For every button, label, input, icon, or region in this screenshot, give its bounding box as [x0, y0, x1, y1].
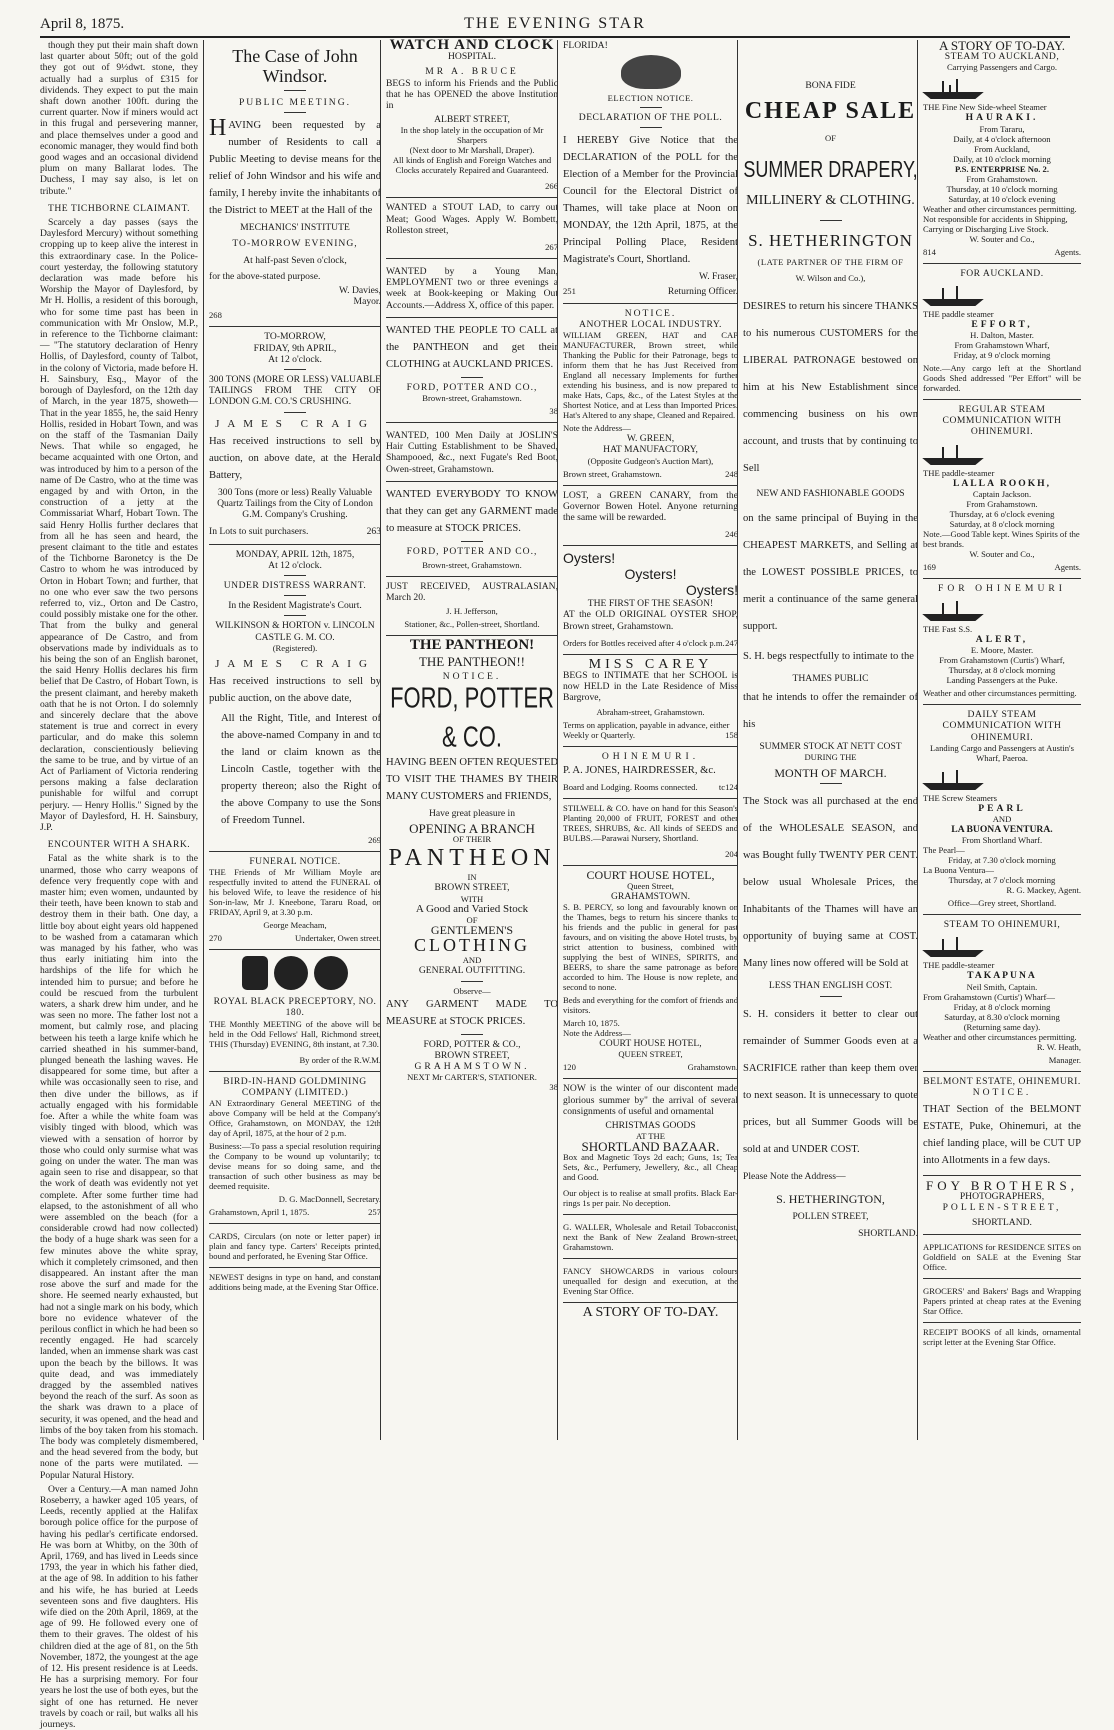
carrying-passengers: Carrying Passengers and Cargo. — [946, 62, 1058, 73]
ford-potter-3: FORD, POTTER & CO., — [423, 1038, 521, 1050]
hauraki: HAURAKI. — [965, 112, 1039, 124]
paddle-1: THE paddle steamer — [923, 308, 994, 319]
miss-carey-address: Abraham-street, Grahamstown. — [596, 706, 705, 717]
xmas-at-the: AT THE — [635, 1131, 666, 1142]
returning: (Returning same day). — [963, 1021, 1041, 1032]
oysters-season: THE FIRST OF THE SEASON! — [587, 598, 714, 610]
funeral-undertaker: George Meacham, — [263, 920, 327, 931]
saturday-10: Saturday, at 10 o'clock evening — [948, 193, 1056, 204]
jones-hairdresser: P. A. JONES, HAIRDRESSER, &c. — [563, 764, 716, 776]
windsor-title: The Case of John Windsor. — [232, 46, 358, 86]
neil-smith: Neil Smith, Captain. — [966, 981, 1038, 992]
joslin-ad: WANTED, 100 Men Daily at JOSLIN'S Hair Cutting Establishment to be Shaved, Shampooed, &c., next Fugate's Red Boot, Owen-street, Grahamstown. — [386, 427, 558, 482]
ford-potter-1-address: Brown-street, Grahamstown. — [422, 393, 522, 404]
court-house-heading: COURT HOUSE HOTEL, — [586, 867, 715, 882]
ford-potter-2-address: Brown-street, Grahamstown. — [386, 557, 558, 577]
bruce-name: MR A. BRUCE — [425, 66, 519, 78]
shortland: SHORTLAND. — [858, 1228, 918, 1240]
watches-text: All kinds of English and Foreign Watches and Clocks accurately Repaired and Guaranteed. — [392, 155, 552, 176]
preceptory-order: By order of the R.W.M. — [209, 1052, 381, 1072]
mining-report-text: though they put their main shaft down last quarter about 50ft; out of the gold they got out of 9½dwt. stone, they actually had a surplus of £315 for dividends. They expect to put the main shaft down another 100ft. during the current quarter. Now if miners would act in this frugal and persevering manner, and place themselves under a good and economic manager, they would find both good wages and an occasional dividend plum on many Ballarat lodes. The Duchess, I may say also, is let on tribute." — [40, 40, 198, 197]
meeting-purpose: for the above-stated purpose. — [209, 270, 321, 282]
from-curtis: From Grahamstown (Curtis') Wharf, — [939, 655, 1065, 666]
friday-730: Friday, at 7.30 o'clock morning — [948, 855, 1056, 866]
auction2-detail: All the Right, Title, and Interest of the above-named Company in and to the land or claim known as the Lincoln Castle, together with the property thereon; also the Right of the above Company to use the Sons of Freedom Tunnel. — [221, 713, 381, 827]
auction2-body: Has received instructions to sell by public auction, on the above date, — [209, 676, 381, 705]
waller-ad: G. WALLER, Wholesale and Retail Tobacconist, next the Bank of New Zealand Brown-street, Grahamstown. — [563, 1219, 738, 1259]
auction1-lots: In Lots to suit purchasers. 263 — [209, 523, 381, 544]
steamship-icon — [923, 597, 983, 621]
preceptory-emblems — [209, 956, 381, 990]
from-shortland: From Shortland Wharf. — [961, 835, 1043, 846]
oysters-3: Oysters! — [685, 582, 738, 599]
jones-board: Board and Lodging. Rooms connected. tc124 — [563, 779, 738, 799]
pantheon-and: AND — [462, 955, 482, 966]
tichborne-article: Scarcely a day passes (says the Daylesford Mercury) without something cropping up to keep alive the interest in this extraordinary case. In the Police-court yesterday, the following statutory declaration was made before his Worship the Mayor of Daylesford, by Mr H. Hollis, a resident of this borough, who for some time past has been in communication with Mr Onslow, M.P., in reference to the Tichborne claimant: — "The statutory declaration of Henry Hollis, of Daylesford, county of Talbot, in the colony of Victoria, made before H. H. Sainsbury, Esq., Mayor of the borough of Daylesford, on the 12th day of March, in the year 1875, showeth—That in the year 1855, he, the said Henry Hollis, resided in Hobart Town, and was on the staff of the Tasmanian Daily News. That while so engaged, he became acquainted with one Orton, and was introduced by him to a person of the name of De Castro, who at the time was engaged by and with Orton, in the construction of a jetty at the Commissariat Wharf, Hobart Town. The said Henry Hollis further declares that from all he has seen and heard, the present claimant to the title and estates of the Tichborne Baronetcy is the De Castro to whom he was introduced by Orton in Hobart Town; and further, that no one who ever saw the two persons referred to, viz., Orton and De Castro, could possibly mistake one for the other. That from the bulky and general appearance of De Castro, and from observations made by individuals as to his being the son of an English baronet, the said Henry Hollis declares his firm belief that De Castro, of Hobart Town, is the present claimant, and hereby maketh oath that he is not Orton. I do solemnly and sincerely declare that the above statement is true and correct in every particular, and do make this solemn declaration, conscientiously believing the same to be true, and by virtue of an Act of Parliament of Victoria rendering persons making a false declaration punishable for wilful and corrupt perjury. — Henry Hollis." Signed by the Mayor of Daylesford, H. H. Sainsbury, J.P. — [40, 217, 198, 834]
just-received: JUST RECEIVED, AUSTRALASIAN, March 20. — [386, 581, 558, 604]
steamship-icon — [923, 282, 983, 306]
jefferson-address: Stationer, &c., Pollen-street, Shortland. — [386, 616, 558, 636]
pantheon-clothing: CLOTHING — [414, 935, 530, 956]
screw-steamers: THE Screw Steamers — [923, 792, 997, 803]
miss-carey-terms: Terms on application, payable in advance, either Weekly or Quarterly. 158 — [563, 717, 738, 747]
green-opposite: (Opposite Gudgeon's Auction Mart), — [587, 455, 714, 466]
canary-ad: LOST, a GREEN CANARY, from the Governor Bowen Hotel. Anyone returning the same will be rewarded. — [563, 489, 738, 524]
bazaar-boxes: Box and Magnetic Toys 2d each; Guns, 1s; Tea Sets, &c., Perfumery, Jewellery, &c., all Cheap and Good. — [563, 1152, 738, 1183]
paddle-2: THE paddle-steamer — [923, 467, 995, 478]
dalton: H. Dalton, Master. — [970, 330, 1034, 341]
ford-potter-big: FORD, POTTER & CO. — [390, 681, 554, 754]
newest-ad: NEWEST designs in type on hand, and constant additions being made, at the Evening Star Office. — [209, 1272, 381, 1293]
tichborne-heading: THE TICHBORNE CLAIMANT. — [48, 202, 190, 214]
florida-heading: FLORIDA! — [563, 40, 608, 51]
heath: R. W. Heath, — [1036, 1041, 1081, 1052]
principle-body: on the same principal of Buying in the CHEAPEST MARKETS, and Selling at the LOWEST POSSIBLE PRICES, to merit a continuance of the same general support. — [743, 512, 918, 632]
takapuna: TAKAPUNA — [967, 970, 1037, 982]
court-house-queen: Queen Street, — [627, 881, 674, 892]
auction2-time: At 12 o'clock. — [268, 559, 322, 571]
auction1-date: FRIDAY, 9th APRIL, — [253, 342, 337, 354]
meeting-when: TO-MORROW EVENING, — [232, 238, 358, 250]
election-notice: ELECTION NOTICE. — [607, 93, 694, 104]
for-auckland: FOR AUCKLAND. — [960, 267, 1044, 279]
auction1-detail: 300 Tons (more or less) Really Valuable Quartz Tailings from the City of London G.M. Company's Crushing. — [217, 486, 373, 521]
pearl-and: AND — [992, 814, 1012, 825]
pollen-street: POLLEN STREET, — [792, 1211, 869, 1223]
skull-emblem-icon — [274, 956, 308, 990]
miss-carey-body: BEGS to INTIMATE that her SCHOOL is now HELD in the Late Residence of Miss Bargrove, — [563, 670, 738, 704]
albert-street: ALBERT STREET, — [434, 114, 510, 126]
la-buona-ventura: LA BUONA VENTURA. — [951, 824, 1053, 836]
column-4 — [557, 40, 738, 1440]
industry-notice: NOTICE. — [624, 307, 677, 319]
pantheon-of: OF — [466, 914, 478, 925]
from-curtis-2: From Grahamstown (Curtis') Wharf— — [923, 991, 1055, 1002]
funeral-heading: FUNERAL NOTICE. — [249, 856, 341, 868]
effort: EFFORT, — [971, 318, 1033, 330]
mackey: R. G. Mackey, Agent. — [1006, 885, 1081, 896]
bona-fide: BONA FIDE — [805, 80, 856, 91]
green-name: W. GREEN, — [626, 433, 675, 445]
ford-potter-2: FORD, POTTER AND CO., — [406, 545, 538, 557]
jackson: Captain Jackson. — [972, 488, 1032, 499]
auction1-time: At 12 o'clock. — [268, 353, 322, 365]
canary-ref: 246 — [563, 526, 738, 546]
millinery-clothing: MILLINERY & CLOTHING. — [746, 193, 915, 209]
column-5 — [737, 40, 918, 1440]
court-beds: Beds and everything for the comfort of friends and visitors. — [563, 995, 738, 1016]
auctioneer-craig-2: JAMES CRAIG — [215, 657, 375, 670]
bird-in-hand-secretary: D. G. MacDonnell, Secretary. — [278, 1194, 381, 1205]
grocers-ad: GROCERS' and Bakers' Bags and Wrapping Papers printed at cheap rates at the Evening Star Office. — [923, 1283, 1081, 1323]
souter-1-footer: 814 Agents. — [923, 244, 1081, 264]
stout-lad-ad: WANTED a STOUT LAD, to carry out Meat; Good Wages. Apply W. Bombett, Rolleston street, — [386, 202, 558, 236]
albert-note: In the shop lately in the occupation of Mr Sharpers — [400, 125, 544, 146]
landing-paeroa: Landing Cargo and Passengers at Austin's Wharf, Paeroa. — [930, 742, 1074, 763]
applications-ad: APPLICATIONS for RESIDENCE SITES on Goldfield on SALE at the Evening Star Office. — [923, 1239, 1081, 1279]
pantheon-notice: NOTICE. — [442, 670, 502, 682]
ohinemuri-heading: OHINEMURI. — [601, 750, 700, 762]
meeting-mayor: Mayor. — [353, 296, 381, 308]
weather-3: Weather and other circumstances permitting. — [923, 1031, 1077, 1042]
thames-public: THAMES PUBLIC — [792, 672, 869, 684]
belmont-notice: NOTICE. — [972, 1086, 1032, 1098]
pantheon-in: IN — [467, 872, 477, 883]
distress-warrant: UNDER DISTRESS WARRANT. — [223, 580, 367, 592]
stilwell-ref: 204 — [563, 846, 738, 866]
late-partner: (LATE PARTNER OF THE FIRM OF — [757, 256, 904, 267]
cheap-of: OF — [825, 133, 836, 144]
poll-body: I HEREBY Give Notice that the DECLARATION of the POLL for the Election of a Member for the Provincial Council for the Electoral District of Thames, will take place at Noon on MONDAY, the 12th April, 1875, at the Principal Polling Place, Resident Magistrate's Court, Shortland. — [563, 135, 738, 266]
xmas-goods: CHRISTMAS GOODS — [605, 1120, 696, 1132]
during-the: DURING THE — [804, 752, 857, 763]
column-3 — [380, 37, 558, 1440]
hetherington-name: S. HETHERINGTON — [748, 231, 913, 251]
pantheon-pleasure: Have great pleasure in — [428, 808, 516, 820]
please-note: Please Note the Address— — [743, 1170, 846, 1182]
alert: ALERT, — [975, 634, 1029, 646]
from-grahamstown: From Grahamstown. — [966, 173, 1038, 184]
pantheon-observe: Observe— — [453, 985, 491, 996]
steamship-icon — [923, 933, 983, 957]
story-today-top: A STORY OF TO-DAY. — [939, 38, 1065, 53]
auction2-ref: 269 — [209, 832, 381, 852]
oysters-1: Oysters! — [563, 550, 616, 567]
jefferson-name: J. H. Jefferson, — [446, 606, 498, 617]
court-queen-2: QUEEN STREET, — [618, 1049, 683, 1060]
newspaper-title: THE EVENING STAR — [464, 15, 646, 32]
ford-potter-1-ref: 38 — [386, 403, 558, 423]
bird-in-hand-business: Business:—To pass a special resolution requiring the Company to be wound up voluntarily; to devise means for so doing same, and the transaction of such other business as may be deemed requisite. — [209, 1141, 381, 1192]
pantheon-heading-2: THE PANTHEON!! — [418, 653, 526, 669]
pantheon-good-stock: A Good and Varied Stock — [415, 902, 529, 915]
hetherington-2: S. HETHERINGTON, — [776, 1191, 885, 1206]
percy-body: S. B. PERCY, so long and favourably known on the Thames, begs to return his sincere thanks to his friends and the public in general for past favours, and on visiting the above Hotel trusts, by strict attention to business, combined with supplying the best of WINES, SPIRITS, and BEERS, to share the same patronage as before accorded to him. The House is now replete, and second to none. — [563, 902, 738, 993]
poll-declaration: DECLARATION OF THE POLL. — [578, 112, 723, 124]
saturday-6: Saturday, at 8 o'clock morning — [949, 518, 1055, 529]
fancy-showcards: FANCY SHOWCARDS in various colours unequalled for design and execution, at the Evening Star Office. — [563, 1263, 738, 1303]
bird-in-hand-date: Grahamstown, April 1, 1875. 257 — [209, 1204, 381, 1224]
souter-2-footer: 169 Agents. — [923, 559, 1081, 579]
green-town: Brown street, Grahamstown. 248 — [563, 466, 738, 486]
funeral-body: THE Friends of Mr William Moyle are respectfully invited to attend the FUNERAL of his beloved Wife, to leave the residence of his Son-in-law, Mr J. Kneebone, Tararu Road, on FRIDAY, April 9, at 3.30 p.m. — [209, 867, 381, 918]
green-factory: HAT MANUFACTORY, — [603, 444, 698, 456]
daily-10: Daily, at 10 o'clock morning — [953, 153, 1051, 164]
shark-heading: ENCOUNTER WITH A SHARK. — [47, 839, 191, 851]
bird-in-hand-body: AN Extraordinary General MEETING of the above Company will be held at the Company's Office, Grahamstown, on MONDAY, the 12th day of April, 1875, at the hour of 2 p.m. — [209, 1098, 381, 1139]
new-goods: NEW AND FASHIONABLE GOODS — [756, 487, 905, 499]
preceptory-body: THE Monthly MEETING of the above will be held in the Odd Fellows' Hall, Richmond street, THIS (Thursday) EVENING, 8th instant, at 7.30. — [209, 1018, 381, 1049]
shark-article: Fatal as the white shark is to the unarmed, those who carry weapons of defence very frequently cope with and master him; even women, undaunted by their teeth, have been known to stab and destroy them in their bath. One day, a little boy about eight years old happened to be washed from a catamaran which was managed by his father, who was thus early initiating him into the hardships of the life for which he intended him to pursue; and before he could be rescued from the turbulent waters, a shark drew him under, and he was seen no more. The father lost not a moment, but calmly rose, and placing between his teeth a large knife which he carried sheathed in his summer-band, plunged beneath the lashing waves. He disappeared for some time, but after a while was occasionally seen to rise, and then dive under the billows, as if actually engaged with his formidable foe. After a while the white foam was visibly tinged with blood, which was viewed with a sensation of horror by those who could only surmise what was going on under the water. The man was again seen to rise and disappear, so that the work of death was evidently not yet complete. After some further time had elapsed, to the astonishment of all who were assembled on the beach (for a considerable crowd had now collected) the body of a huge shark was seen for a few minutes above the white spray, which it completely crimsoned, and then disappeared. An instant after the man rose above the surf and made for the shore. He seemed nearly exhausted, but had not a single mark on his body, which bore no evidence whatever of the perilous conflict in which he had been so recently engaged. He had scarcely landed, when an immense shark was cast upon the beach by the billows. It was quite dead, and was immediately dragged by the assembled natives beyond the reach of the surf. As soon as the shark was drawn to a place of security, it was opened, and the head and limbs of the boy taken from his stomach. The body was completely dismembered, and the head severed from the body, but none of the parts were mutilated. — Popular Natural History. — [40, 853, 198, 1481]
story-today-bottom: A STORY OF TO-DAY. — [582, 1305, 719, 1321]
foy-pollen: POLLEN-STREET, — [942, 1202, 1062, 1214]
desires-body: DESIRES to return his sincere THANKS to his numerous CUSTOMERS for the LIBERAL PATRONAGE bestowed on him at his New Establishment since commencing business on his own account, and trusts that by continuing to Sell — [743, 300, 918, 474]
belmont-heading: BELMONT ESTATE, OHINEMURI. — [923, 1075, 1081, 1087]
auctioneer-craig-1: JAMES CRAIG — [215, 417, 375, 430]
friday-8: Friday, at 8 o'clock morning — [953, 1001, 1051, 1012]
shortland-bazaar: SHORTLAND BAZAAR. — [581, 1139, 720, 1155]
the-pearl: The Pearl— — [923, 845, 965, 856]
cargo-note: Note.—Any cargo left at the Shortland Goods Shed addressed "Per Effort" will be forwarded. — [923, 360, 1081, 400]
oysters-shop: AT the OLD ORIGINAL OYSTER SHOP, Brown street, Grahamstown. — [563, 609, 738, 632]
lalla-rookh: LALLA ROOKH, — [952, 477, 1052, 489]
miss-carey: MISS CAREY — [588, 656, 713, 672]
less-than-cost: LESS THAN ENGLISH COST. — [768, 980, 893, 992]
photographers: PHOTOGRAPHERS, — [959, 1191, 1045, 1203]
grey-street-office: Office—Grey street, Shortland. — [923, 895, 1081, 915]
pantheon-brown-street: BROWN STREET, — [434, 882, 510, 894]
daily-steam: DAILY STEAM COMMUNICATION WITH OHINEMURI. — [942, 709, 1062, 743]
bird-in-hand-heading: BIRD-IN-HAND GOLDMINING COMPANY (LIMITED.) — [223, 1075, 367, 1098]
court-note: Note the Address— — [563, 1028, 631, 1039]
weather-2: Weather and other circumstances permitting. — [923, 685, 1081, 705]
ford-potter-3-next: NEXT Mr CARTER'S, STATIONER. — [407, 1072, 537, 1083]
from-auckland: From Auckland, — [974, 143, 1030, 154]
intimate-text: S. H. begs respectfully to intimate to the — [743, 650, 914, 662]
belmont-body: THAT Section of the BELMONT ESTATE, Puke, Ohinemuri, at the chief landing place, will be CUT UP into Allotments in a few days. — [923, 1098, 1081, 1176]
steamship-icon — [923, 75, 983, 99]
albert-next: (Next door to Mr Marshall, Draper). — [409, 145, 535, 156]
column-2 — [203, 40, 381, 1440]
ford-potter-3-ref: 38 — [549, 1082, 558, 1093]
pantheon-big: PANTHEON — [388, 845, 556, 872]
considers-body: S. H. considers it better to clear out remainder of Summer Goods even at a SACRIFICE rather than keep them over to next season. It is unnecessary to quote prices, but all Summer Goods will be sold at and UNDER COST. — [743, 1008, 918, 1155]
people-ad: WANTED THE PEOPLE TO CALL at the PANTHEON and get their CLOTHING at AUCKLAND PRICES. — [386, 324, 558, 370]
century-article: Over a Century.—A man named John Roseberry, a hawker aged 105 years, of Leeds, recently applied at the Halifax borough police office for the purpose of having his pedlar's certificate endorsed. He was born at Whitby, on the 30th of April, 1769, and has lived in Leeds since 1793, the year in which his father died, at the age of 98. In addition to his father and his wife, he has buried at Leeds seventeen sons and five daughters. His wife died on the 20th April, 1869, at the age of 99. He followed every one of them to their graves. The oldest of his children died at the age of 81, on the 5th November, 1872, the youngest at the age of 12. His present residence is at Leeds. He has a surprising memory. For four years he lost the use of both eyes, but the sight of one has returned. He never travels by coach or rail, but walks all his journeys. — [40, 1483, 198, 1730]
wilson-co: W. Wilson and Co.), — [795, 272, 866, 283]
auction1-tailings: 300 TONS (MORE OR LESS) VALUABLE TAILINGS FROM THE CITY OF LONDON G.M. CO.'S CRUSHING. — [209, 374, 381, 408]
steamship-icon — [923, 441, 983, 465]
court-footer: 120 Grahamstown. — [563, 1059, 738, 1079]
bazaar-realise: Our object is to realise at small profits. Black Ear-rings 1s per pair. No deception. — [563, 1185, 738, 1215]
poll-footer: 251 Returning Officer. — [563, 283, 738, 304]
watch-clock-heading: WATCH AND CLOCK — [389, 37, 555, 53]
hospital-subheading: HOSPITAL. — [447, 51, 496, 63]
oysters-bottles: Orders for Bottles received after 4 o'clock p.m. 247 — [563, 635, 738, 655]
moore: E. Moore, Master. — [970, 645, 1034, 656]
oysters-2: Oysters! — [624, 566, 677, 583]
pearl: PEARL — [978, 802, 1026, 814]
saturday-830: Saturday, at 8.30 o'clock morning — [944, 1011, 1060, 1022]
magistrates-court: In the Resident Magistrate's Court. — [228, 600, 362, 612]
thursday-6: Thursday, at 6 o'clock evening — [949, 508, 1055, 519]
not-responsible: Not responsible for accidents in Shipping, Carrying or Discharging Live Stock. — [923, 213, 1068, 234]
souter-2: W. Souter and Co., — [969, 548, 1035, 559]
compass-emblem-icon — [314, 956, 348, 990]
pantheon-heading-1: THE PANTHEON! — [409, 637, 535, 654]
nett-cost: SUMMER STOCK AT NETT COST — [759, 741, 902, 753]
new-steamer: THE Fine New Side-wheel Steamer — [923, 102, 1047, 113]
hand-emblem-icon — [242, 956, 268, 990]
foy-shortland: SHORTLAND. — [923, 1214, 1081, 1235]
good-table: Note.—Good Table kept. Wines Spirits of the best brands. — [923, 528, 1080, 549]
young-man-ad: WANTED by a Young Man, EMPLOYMENT two or three evenings a week at Book-keeping or Making Out Accounts.—Address X, office of this paper. — [386, 263, 558, 318]
meeting-ref: 268 — [209, 307, 381, 327]
court-house-2: COURT HOUSE HOTEL, — [599, 1038, 702, 1050]
ford-potter-3-town: GRAHAMSTOWN. — [414, 1060, 530, 1072]
enterprise: P.S. ENTERPRISE No. 2. — [955, 163, 1049, 174]
month-of-march: MONTH OF MARCH. — [774, 766, 887, 781]
pantheon-garment: ANY GARMENT MADE TO MEASURE at STOCK PRICES. — [386, 998, 558, 1027]
daily-4: Daily, at 4 o'clock afternoon — [953, 133, 1051, 144]
green-body: WILLIAM GREEN, HAT and CAP MANUFACTURER, Brown street, while Thanking the Public for their Patronage, begs to inform them that he has Just Received from England all necessary Implements for further extending his business, and is now prepared to make Hats, Caps, &c., of the Latest Styles at the Shortest Notice, and at Less than Imported Prices. Hat's Altered to any shape, Cleaned and Repaired. — [563, 330, 738, 421]
column-1 — [40, 40, 198, 1730]
from-tararu: From Tararu, — [979, 123, 1025, 134]
green-note: Note the Address— — [563, 423, 631, 434]
funeral-footer: 270 Undertaker, Owen street. — [209, 930, 381, 950]
watches-ref: 266 — [386, 178, 558, 198]
thursday-10: Thursday, at 10 o'clock morning — [946, 183, 1058, 194]
now-winter: NOW is the winter of our discontent made glorious summer by" the arrival of several consignments of useful and ornamental — [563, 1083, 738, 1117]
column-6 — [917, 40, 1081, 1440]
meeting-body: HAVING been requested by a number of Residents to call a Public Meeting to devise means for the relief of John Windsor and his wife and family, I hereby invite the inhabitants of the District to MEET at the Hall of the — [209, 115, 381, 217]
everybody-ad: WANTED EVERYBODY TO KNOW that they can get any GARMENT made to measure at STOCK PRICES. — [386, 488, 558, 534]
fast-ss: THE Fast S.S. — [923, 624, 973, 635]
royal-crest-icon — [621, 55, 681, 89]
from-wharf: From Grahamstown Wharf, — [954, 340, 1050, 351]
industry-heading: ANOTHER LOCAL INDUSTRY. — [579, 319, 722, 331]
summer-drapery: SUMMER DRAPERY, — [743, 156, 918, 183]
steam-auckland-heading: STEAM TO AUCKLAND, — [944, 51, 1060, 63]
souter-1: W. Souter and Co., — [969, 233, 1035, 244]
case-title: WILKINSON & HORTON v. LINCOLN CASTLE G. M. CO. — [215, 620, 375, 643]
paddle-3: THE paddle-steamer — [923, 960, 995, 971]
bruce-body: BEGS to inform his Friends and the Public that he has OPENED the above Institution in — [386, 77, 558, 112]
thursday-8: Thursday, at 8 o'clock morning — [948, 665, 1056, 676]
cards-ad: CARDS, Circulars (on note or letter paper) in plain and fancy type. Carters' Receipts printed, bound and perforated, he Evening Star Office. — [209, 1228, 381, 1268]
auction1-body: Has received instructions to sell by auction, on above date, at the Herald Battery, — [209, 435, 381, 481]
from-grahamstown-2: From Grahamstown. — [966, 498, 1038, 509]
meeting-time: At half-past Seven o'clock, — [243, 254, 347, 266]
public-meeting-heading: PUBLIC MEETING. — [238, 97, 352, 108]
friday-9: Friday, at 9 o'clock morning — [953, 350, 1051, 361]
court-march: March 10, 1875. — [563, 1018, 620, 1029]
ford-potter-1: FORD, POTTER AND CO., — [406, 381, 538, 393]
foy-brothers: FOY BROTHERS, — [926, 1178, 1078, 1194]
landing-puke: Landing Passengers at the Puke. — [946, 675, 1058, 686]
auction1-tomorrow: TO-MORROW, — [264, 331, 326, 343]
receipt-books-ad: RECEIPT BOOKS of all kinds, ornamental script letter at the Evening Star Office. — [923, 1326, 1081, 1347]
pantheon-outfitting: GENERAL OUTFITTING. — [418, 965, 526, 977]
case-registered: (Registered). — [272, 642, 318, 653]
issue-date: April 8, 1875. — [40, 16, 125, 32]
for-ohinemuri: FOR OHINEMURI — [938, 582, 1066, 594]
stock-body: The Stock was all purchased at the end of the WHOLESALE SEASON, and was Bought fully TWENTY PER CENT. below usual Wholesale Prices, the Inhabitants of the Thames will have an opportunity of buying same at COST. Many lines now offered will be Sold at — [743, 796, 918, 970]
weather-1: Weather and other circumstances permitting. — [923, 203, 1077, 214]
stout-lad-ref: 267 — [386, 239, 558, 259]
meeting-hall: MECHANICS' INSTITUTE — [240, 222, 350, 234]
offer-text: that he intends to offer the remainder of his — [743, 692, 918, 731]
ford-potter-3-street: BROWN STREET, — [434, 1049, 510, 1061]
cheap-sale: CHEAP SALE — [744, 98, 917, 125]
poll-fraser: W. Fraser, — [699, 271, 738, 283]
court-house-town: GRAHAMSTOWN. — [611, 891, 690, 903]
pantheon-of-their: OF THEIR — [452, 834, 492, 845]
steam-ohinemuri: STEAM TO OHINEMURI, — [943, 919, 1061, 931]
auction2-date: MONDAY, APRIL 12th, 1875, — [235, 548, 355, 560]
meeting-signatory: W. Davies, — [338, 285, 381, 297]
pantheon-gentlemens: GENTLEMEN'S — [430, 922, 514, 937]
preceptory-heading: ROYAL BLACK PRECEPTORY, NO. 180. — [213, 996, 377, 1019]
stilwell-ad: STILWELL & CO. have on hand for this Season's Planting 20,000 of FRUIT, FOREST and other TREES, SHRUBS, &c. All kinds of SEEDS and BULBS.—Parawai Nursery, Shortland. — [563, 802, 738, 843]
manager: Manager. — [923, 1052, 1081, 1072]
masthead — [40, 14, 1070, 38]
la-buona: La Buona Ventura— — [923, 865, 994, 876]
pantheon-with: WITH — [460, 893, 484, 904]
pantheon-opening: OPENING A BRANCH — [409, 821, 535, 837]
pantheon-having: HAVING BEEN OFTEN REQUESTED TO VISIT THE THAMES BY THEIR MANY CUSTOMERS and FRIENDS, — [386, 757, 558, 803]
thursday-7: Thursday, at 7 o'clock morning — [948, 875, 1056, 886]
steamship-icon — [923, 766, 983, 790]
regular-steam: REGULAR STEAM COMMUNICATION WITH OHINEMURI. — [942, 404, 1062, 438]
